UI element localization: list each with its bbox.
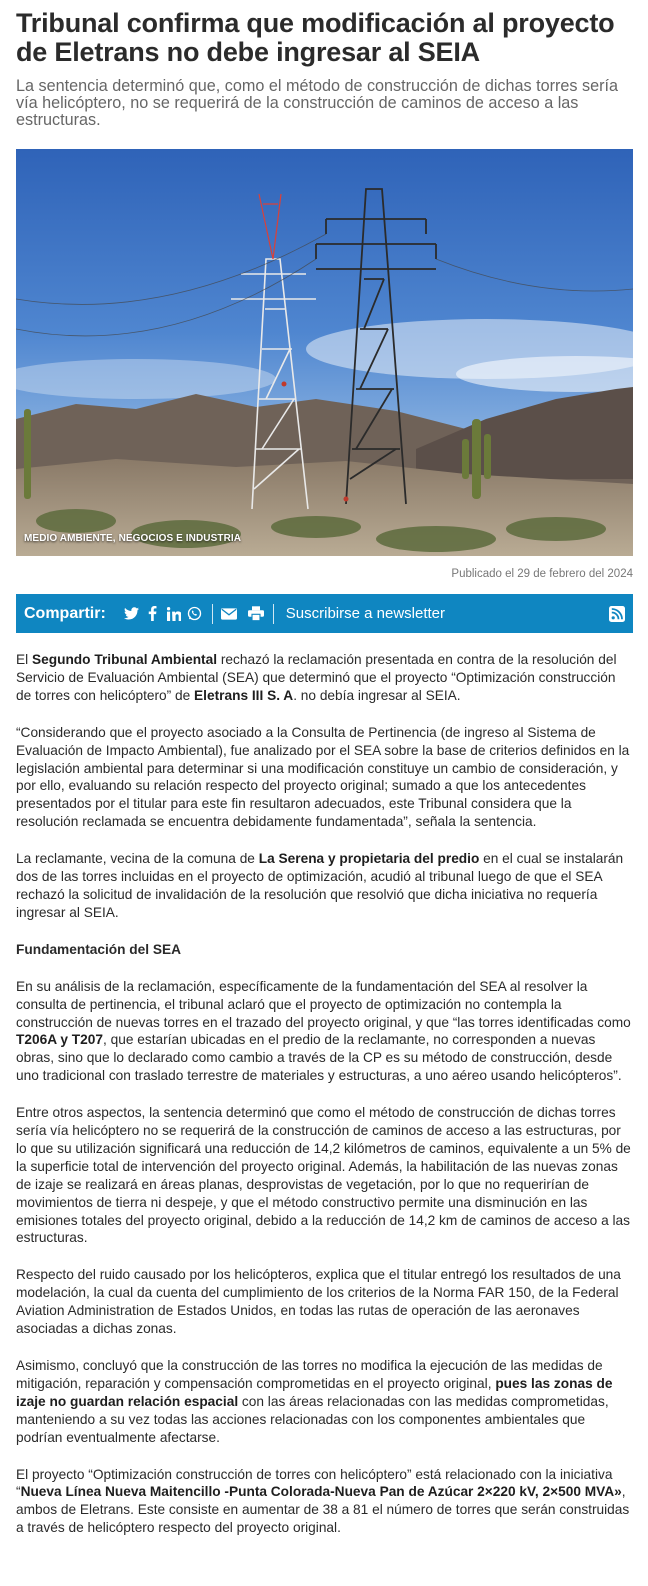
hero-image[interactable]: [16, 149, 633, 556]
article-title: Tribunal confirma que modificación al proyecto de Eletrans no debe ingresar al SEIA: [16, 8, 615, 67]
share-label: Compartir:: [24, 604, 106, 622]
paragraph: La reclamante, vecina de la comuna de La Serena y propietaria del predio en el cual se instalarán dos de las torres incluidas en el proyecto de optimización, acudió al tribunal luego de que el SEA rechazó la solicitud de invalidación de la resolución que resolvió que dicha iniciativa no requería ingresar al SEIA.: [16, 851, 624, 920]
image-category[interactable]: MEDIO AMBIENTE, NEGOCIOS E INDUSTRIA: [24, 533, 242, 544]
section-heading: Fundamentación del SEA: [16, 941, 182, 957]
publish-date: Publicado el 29 de febrero del 2024: [451, 568, 633, 580]
newsletter-link[interactable]: Suscribirse a newsletter: [285, 605, 446, 622]
paragraph: Asimismo, concluyó que la construcción de las torres no modifica la ejecución de las medidas de mitigación, reparación y compensación comprometidas en el proyecto original, pues las zonas de izaje no guardan relación espacial con las áreas relacionadas con las medidas comprometidas, manteniendo a su vez todas las acciones relacionadas con los componentes ambientales que podrían eventualmente afectarse.: [16, 1358, 613, 1445]
paragraph: “Considerando que el proyecto asociado a la Consulta de Pertinencia (de ingreso al Sistema de Evaluación de Impacto Ambiental), fue analizado por el SEA sobre la base de criterios definidos en la legislación ambiental para determinar si una modificación constituye un cambio de consideración, y por ello, evaluando su relación respecto del proyecto original; sumado a que los antecedentes presentados por el titular para este fin resultaron adecuados, este Tribunal considera que la resolución reclamada se encuentra debidamente fundamentada”, señala la sentencia.: [16, 724, 630, 830]
paragraph: El Segundo Tribunal Ambiental rechazó la reclamación presentada en contra de la resolución del Servicio de Evaluación Ambiental (SEA) que determinó que el proyecto “Optimización construcción de torres con helicóptero” de Eletrans III S. A. no debía ingresar al SEIA.: [16, 652, 617, 703]
article: [16, 0, 633, 1556]
transmission-towers-photo: [16, 149, 633, 556]
article-subtitle: La sentencia determinó que, como el método de construcción de dichas torres sería vía helicóptero, no se requerirá de la construcción de caminos de acceso a las estructuras.: [16, 77, 618, 129]
paragraph: El proyecto “Optimización construcción de torres con helicóptero” está relacionado con la iniciativa “Nueva Línea Nueva Maitencillo -Punta Colorada-Nueva Pan de Azúcar 2×220 kV, 2×500 MVA», ambos de Eletrans. Este consiste en aumentar de 38 a 81 el número de torres que serán construidas a través de helicóptero respecto del proyecto original.: [16, 1466, 630, 1536]
paragraph: Entre otros aspectos, la sentencia determinó que como el método de construcción de dichas torres sería vía helicóptero no se requerirá de la construcción de caminos de acceso a las estructuras, por lo que su utilización significará una reducción de 14,2 kilómetros de caminos, equivalente a un 5% de la superficie total de intervención del proyecto original. Además, la habilitación de las nuevas zonas de izaje se realizará en áreas planas, desprovistas de vegetación, por lo que no requerirían de movimientos de tierra ni despeje, y que el método constructivo permite una disminución en las emisiones totales del proyecto original, debido a la reducción de 14,2 km de caminos de acceso a las estructuras.: [16, 1105, 631, 1246]
bold-text: Segundo Tribunal Ambiental: [31, 652, 218, 667]
paragraph: Respecto del ruido causado por los helicópteros, explica que el titular entregó los resultados de una modelación, la cual da cuenta del cumplimiento de los criterios de la Norma FAR 150, de la Federal Aviation Administration de Estados Unidos, en todas las rutas de operación de las aeronaves asociadas a dichas zonas.: [16, 1267, 621, 1337]
article-body: [16, 651, 633, 1537]
facebook-icon[interactable]: [143, 604, 163, 624]
share-bar: [16, 594, 633, 633]
bold-text: Nueva Línea Nueva Maitencillo -Punta Colorada-Nueva Pan de Azúcar 2×220 kV, 2×500 MVA»: [20, 1484, 622, 1500]
rss-icon[interactable]: [609, 606, 625, 622]
twitter-icon[interactable]: [122, 604, 142, 624]
share-separator: [212, 604, 213, 624]
email-icon[interactable]: [219, 604, 239, 624]
share-separator: [273, 604, 274, 624]
paragraph: En su análisis de la reclamación, específicamente de la fundamentación del SEA al resolver la consulta de pertinencia, el tribunal aclaró que el proyecto de optimización no contempla la construcción de nuevas torres en el trazado del proyecto original, y que “las torres identificadas como T206A y T207, que estarían ubicadas en el predio de la reclamante, no corresponden a nuevas obras, sino que lo declarado como cambio a través de la CP es su método de construcción, desde uno tradicional con traslado terrestre de materiales y estructuras, a uno aéreo usando helicópteros”.: [16, 978, 631, 1084]
bold-text: pues las zonas de izaje no guardan relación espacial: [16, 1375, 613, 1409]
bold-text: Eletrans III S. A: [194, 687, 294, 703]
bold-text: La Serena y propietaria del predio: [258, 851, 480, 867]
bold-text: T206A y T207: [16, 1032, 103, 1048]
whatsapp-icon[interactable]: [185, 604, 205, 624]
print-icon[interactable]: [246, 604, 266, 624]
linkedin-icon[interactable]: [164, 604, 184, 624]
